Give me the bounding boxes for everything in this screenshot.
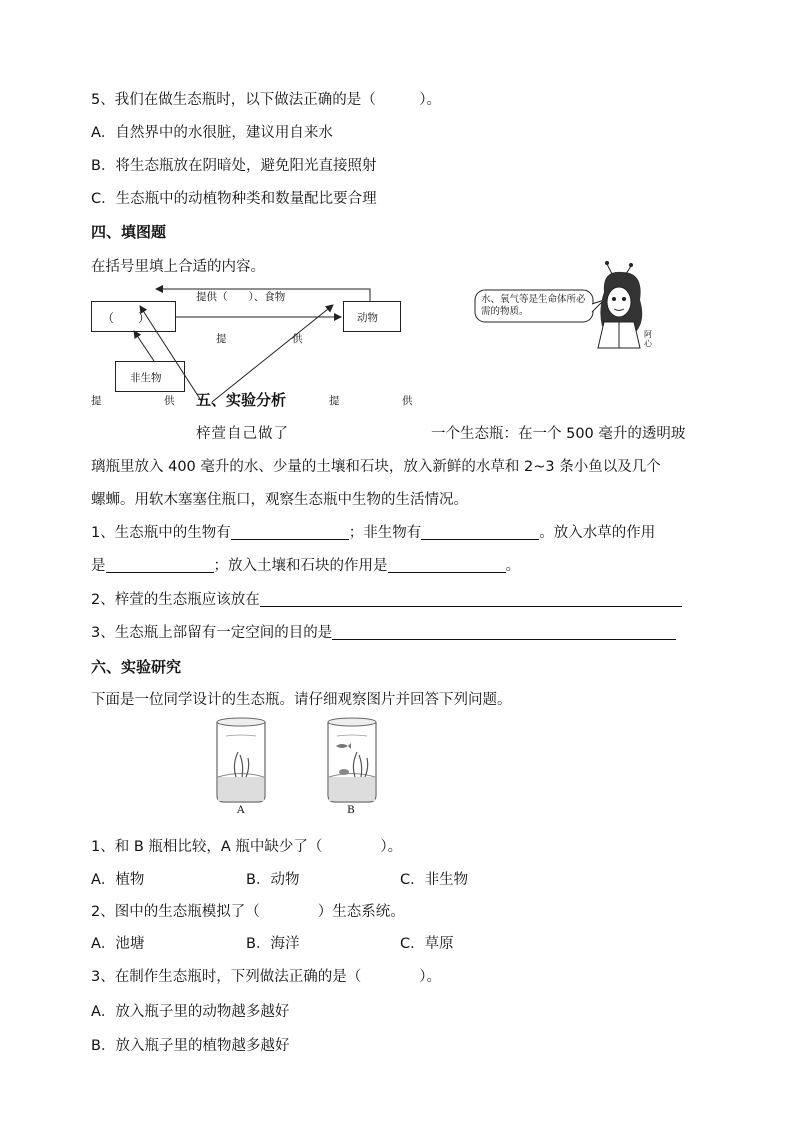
section6-q1-opt-b: B．动物: [246, 872, 300, 888]
jar-b-label: B: [347, 804, 355, 816]
section4-instruction: 在括号里填上合适的内容。: [91, 259, 265, 275]
section6-q1-opt-c: C．非生物: [400, 872, 469, 888]
q1-living-prompt: 1、生态瓶中的生物有: [91, 525, 231, 541]
section5-title: 五、实验分析: [196, 391, 287, 409]
bottom-left-label-2: 供: [164, 395, 175, 407]
section6-q1: 1、和 B 瓶相比较，A 瓶中缺少了（ ）。: [91, 839, 403, 855]
speech-bubble-text: 水、氧气等是生命体所必需的物质。: [481, 294, 586, 317]
q1-nonliving-prompt: ；非生物有: [348, 525, 422, 541]
section6-q3-opt-b: B．放入瓶子里的植物越多越好: [91, 1038, 290, 1054]
q1-soil-prompt: ；放入土壤和石块的作用是: [213, 558, 388, 574]
arrow-nonliving-to-left: [134, 331, 154, 361]
q1-nonliving-blank[interactable]: [421, 523, 539, 540]
q1-is: 是: [91, 558, 106, 574]
section5-para-part2: 一个生态瓶：在一个 500 毫升的透明玻: [431, 426, 686, 442]
q1-waterweed-prompt: 。放入水草的作用: [539, 525, 656, 541]
jar-a-label: A: [237, 804, 245, 816]
q1-living-blank[interactable]: [231, 523, 349, 540]
q1-soil-blank[interactable]: [388, 556, 506, 573]
section6-q2-opt-c: C．草原: [400, 936, 454, 952]
bottom-right-label-2: 供: [402, 395, 413, 407]
section6-q1-opt-a: A．植物: [91, 872, 145, 888]
q2-prompt: 2、梓萱的生态瓶应该放在: [91, 592, 260, 608]
q3-prompt: 3、生态瓶上部留有一定空间的目的是: [91, 625, 333, 641]
section5-q1-line2: [91, 556, 520, 576]
q2-blank[interactable]: [260, 590, 682, 607]
cartoon-girl-illustration: [598, 261, 642, 348]
section6-q2-opt-b: B．海洋: [246, 936, 300, 952]
cartoon-caption: 阿 心: [644, 330, 652, 348]
section6-instruction: 下面是一位同学设计的生态瓶。请仔细观察图片并回答下列问题。: [91, 692, 512, 708]
q5-stem: 5、我们在做生态瓶时，以下做法正确的是（ ）。: [91, 92, 441, 108]
bottom-left-label-1: 提: [91, 395, 102, 407]
q5-option-a: A．自然界中的水很脏，建议用自来水: [91, 125, 333, 141]
section5-q2: [91, 590, 682, 610]
arrow-bottom-to-animal: [212, 305, 333, 402]
section5-para-line3: 螺蛳。用软木塞塞住瓶口，观察生态瓶中生物的生活情况。: [91, 492, 468, 508]
section5-q1-line1: [91, 523, 655, 543]
section5-q3: [91, 623, 676, 643]
q3-blank[interactable]: [332, 623, 676, 640]
mid-label-1: 提: [216, 333, 227, 345]
section6-q3-opt-a: A．放入瓶子里的动物越多越好: [91, 1004, 290, 1020]
section4-title: 四、填图题: [91, 223, 167, 241]
mid-label-2: 供: [292, 333, 303, 345]
section6-title: 六、实验研究: [91, 658, 182, 676]
q1-end: 。: [505, 558, 520, 574]
diagram-box-blank-label: （ ）: [102, 311, 151, 325]
top-arrow-label: 提供（ ）、食物: [196, 291, 286, 303]
section5-para-part1: 梓萱自己做了: [196, 426, 289, 442]
section6-q2-opt-a: A．池塘: [91, 936, 145, 952]
diagram-box-nonliving: [115, 361, 185, 392]
bottom-right-label-1: 提: [329, 395, 340, 407]
jar-a-illustration: [217, 718, 265, 802]
q5-option-b: B．将生态瓶放在阴暗处，避免阳光直接照射: [91, 158, 377, 174]
q5-option-c: C．生态瓶中的动植物种类和数量配比要合理: [91, 191, 377, 207]
diagram-box-blank: [91, 301, 176, 332]
section5-para-line2: 璃瓶里放入 400 毫升的水、少量的土壤和石块，放入新鲜的水草和 2~3 条小鱼以及几个: [91, 459, 661, 475]
q1-waterweed-blank[interactable]: [106, 556, 214, 573]
diagram-box-nonliving-label: 非生物: [130, 372, 162, 384]
diagram-box-animal: [343, 301, 401, 332]
section6-q3: 3、在制作生态瓶时，下列做法正确的是（ ）。: [91, 969, 441, 985]
jar-b-illustration: [328, 718, 376, 802]
diagram-box-animal-label: 动物: [357, 312, 378, 324]
section6-q2: 2、图中的生态瓶模拟了（ ）生态系统。: [91, 904, 405, 920]
